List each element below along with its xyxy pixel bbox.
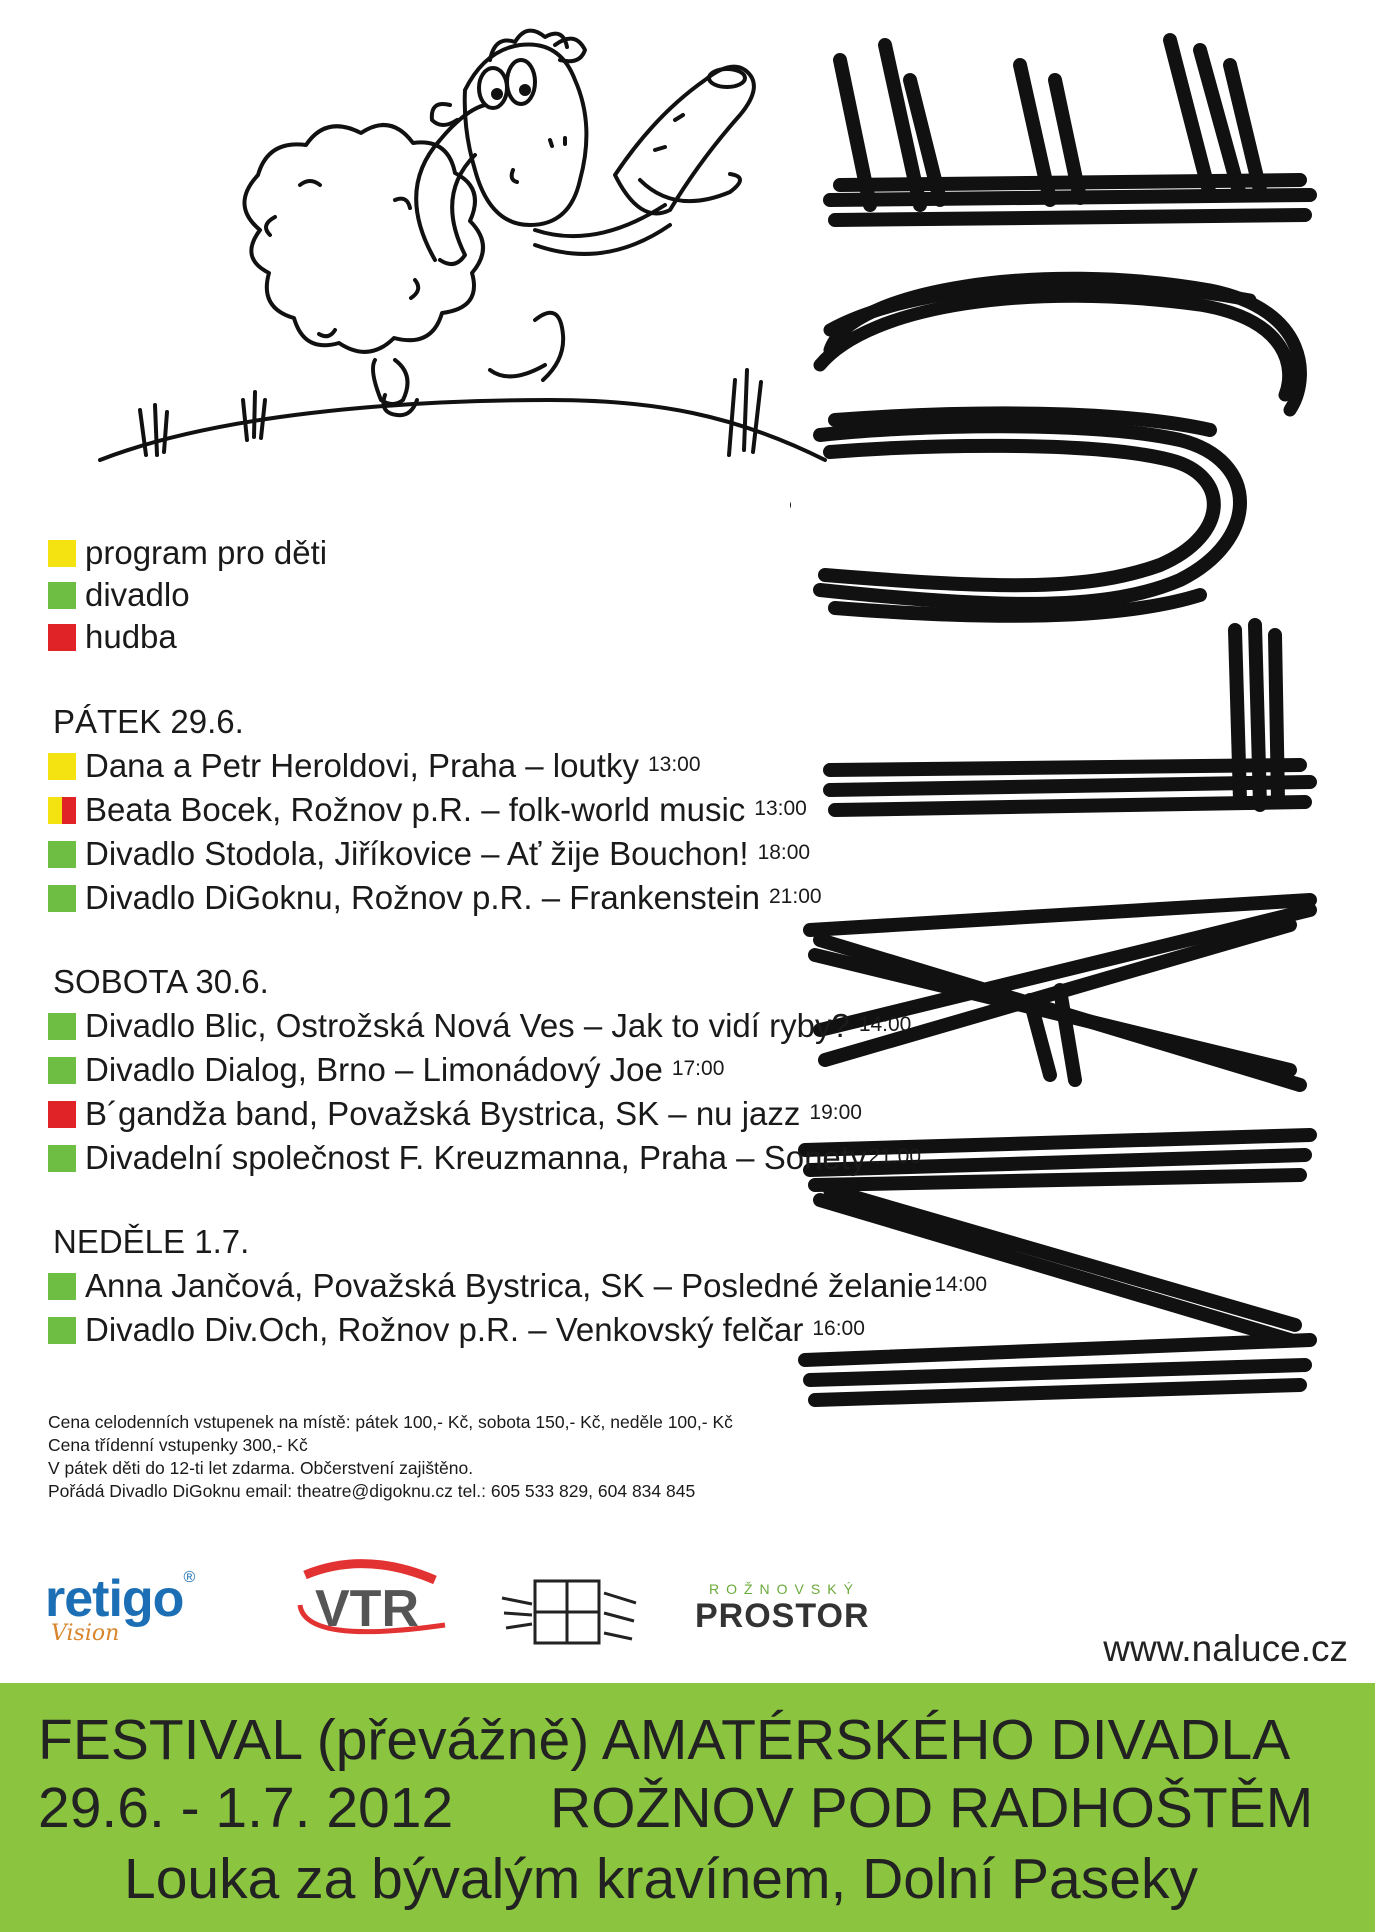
day-saturday [48,960,987,1180]
event-title: Beata Bocek, Rožnov p.R. – folk-world music [85,791,746,828]
event-time: 17:00 [671,1057,725,1080]
festival-program [48,700,987,1352]
event-row [48,1092,987,1136]
event-row [48,1048,987,1092]
vtr-wordmark: VTR [315,1580,419,1638]
music-color-swatch [48,1101,76,1128]
event-time: 21:00 [769,885,822,908]
event-title: Divadlo Div.Och, Rožnov p.R. – Venkovský felčar [85,1311,804,1348]
roznovsky-prostor-logo [695,1581,870,1636]
info-line: Pořádá Divadlo DiGoknu email: theatre@digoknu.cz tel.: 605 533 829, 604 834 845 [48,1481,696,1501]
event-title: Divadlo Dialog, Brno – Limonádový Joe [85,1051,663,1088]
event-row [48,788,987,832]
vtr-logo [285,1555,455,1655]
event-time: 21:00 [868,1145,922,1168]
day-friday [48,700,987,920]
event-row [48,1264,987,1308]
event-title: Divadelní společnost F. Kreuzmanna, Praha – Sonety [85,1139,867,1176]
event-row [48,876,987,920]
event-title: Dana a Petr Heroldovi, Praha – loutky [85,747,639,784]
legend-item-music [48,616,327,658]
event-row [48,832,987,876]
banner-town: ROŽNOV POD RADHOŠTĚM [550,1776,1314,1840]
theatre-color-swatch [48,841,76,868]
legend-label: program pro děti [85,534,328,571]
info-line: Cena třídenní vstupenky 300,- Kč [48,1435,308,1455]
website-url[interactable]: www.naluce.cz [1103,1628,1348,1669]
registered-mark: ® [183,1569,196,1586]
sponsor-logos [45,1555,925,1670]
day-title: SOBOTA 30.6. [53,963,269,1000]
music-color-swatch [48,624,76,651]
children-color-swatch [48,753,76,780]
event-title: Divadlo DiGoknu, Rožnov p.R. – Frankenstein [85,879,760,916]
event-time: 14:00 [858,1013,912,1036]
day-sunday [48,1220,987,1352]
event-time: 13:00 [647,753,701,776]
event-time: 16:00 [812,1317,865,1340]
theatre-color-swatch [48,1057,76,1084]
event-time: 18:00 [757,841,811,864]
legend-item-children [48,532,327,574]
legend-label: hudba [85,618,177,655]
event-title: Divadlo Stodola, Jiříkovice – Ať žije Bouchon! [85,835,749,872]
theatre-color-swatch [48,582,76,609]
retigo-logo [45,1569,195,1646]
event-title: Divadlo Blic, Ostrožská Nová Ves – Jak to vidí ryby? [85,1007,850,1044]
theatre-color-swatch [48,1273,76,1300]
theatre-color-swatch [48,1317,76,1344]
banner-dates: 29.6. - 1.7. 2012 [38,1776,454,1840]
sheep-illustration [95,20,835,470]
prostor-small-caption: ROŽNOVSKÝ [709,1581,860,1597]
day-title: NEDĚLE 1.7. [53,1223,250,1260]
window-sketch-logo [500,1573,640,1653]
event-title: Anna Jančová, Považská Bystrica, SK – Posledné želanie [85,1267,933,1304]
event-row [48,744,987,788]
event-row [48,1308,987,1352]
theatre-color-swatch [48,1013,76,1040]
color-legend [48,532,327,658]
ticket-info [48,1411,733,1503]
event-time: 19:00 [809,1101,862,1124]
info-line: Cena celodenních vstupenek na místě: pátek 100,- Kč, sobota 150,- Kč, neděle 100,- Kč [48,1412,733,1432]
event-time: 13:00 [754,797,807,820]
legend-item-theatre [48,574,327,616]
theatre-color-swatch [48,1145,76,1172]
legend-label: divadlo [85,576,190,613]
retigo-vision-script: Vision [51,1621,120,1646]
prostor-wordmark: PROSTOR [695,1597,870,1635]
children-color-swatch [48,540,76,567]
banner-festival-title: FESTIVAL (převážně) AMATÉRSKÉHO DIVADLA [38,1708,1291,1772]
day-title: PÁTEK 29.6. [53,703,244,740]
event-title: B´gandža band, Považská Bystrica, SK – nu jazz [85,1095,801,1132]
event-time: 14:00 [934,1273,988,1296]
banner-venue: Louka za bývalým kravínem, Dolní Paseky [124,1847,1198,1911]
theatre-color-swatch [48,885,76,912]
children-music-color-swatch [48,797,76,824]
event-row [48,1004,987,1048]
event-row [48,1136,987,1180]
retigo-wordmark: retigo [45,1570,184,1628]
info-line: V pátek děti do 12-ti let zdarma. Občerstvení zajištěno. [48,1458,474,1478]
